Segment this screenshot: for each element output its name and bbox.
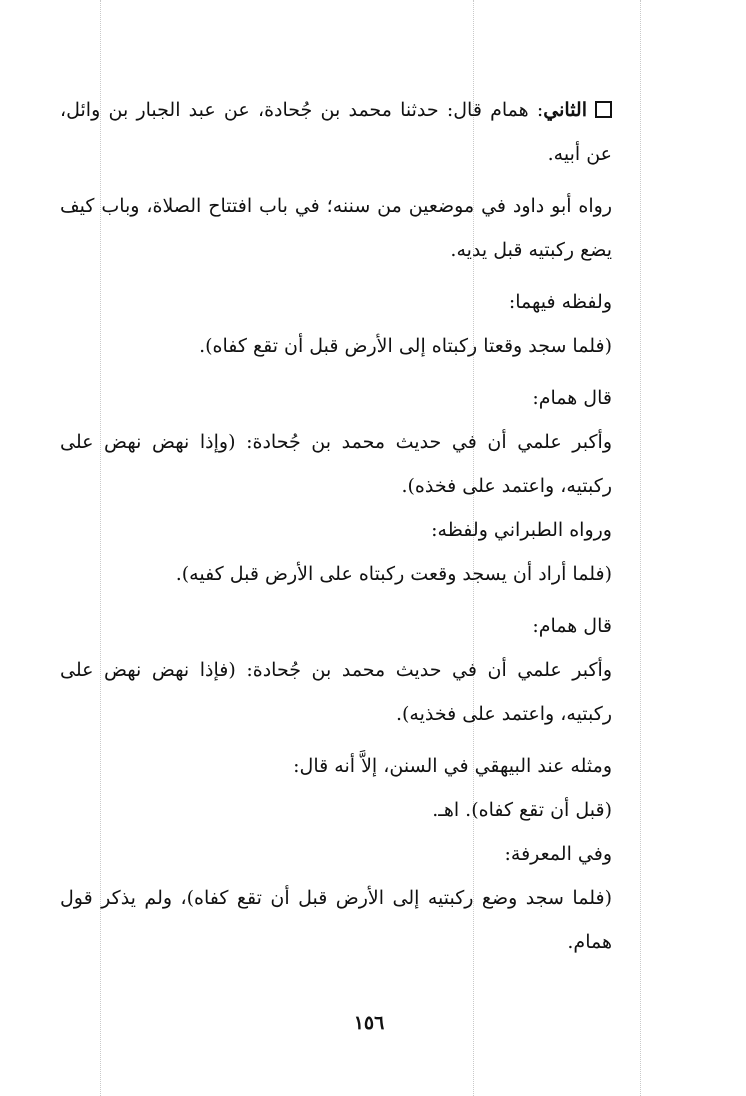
paragraph-abudawud: رواه أبو داود في موضعين من سننه؛ في باب افتتاح الصلاة، وباب كيف يضع ركبتيه قبل يديه.	[60, 195, 612, 261]
paragraph-hammam-knowledge: وأكبر علمي أن في حديث محمد بن جُحادة: (فإذا نهض نهض على ركبتيه، واعتمد على فخذيه).	[60, 659, 612, 725]
paragraph-hammam-said: قال همام:	[532, 615, 612, 637]
page-number: ١٥٦	[353, 1012, 385, 1034]
paragraph-tabarani-intro: ورواه الطبراني ولفظه:	[431, 519, 612, 541]
paragraph-bayhaqi: ومثله عند البيهقي في السنن، إلاَّ أنه قال:	[293, 755, 612, 777]
paragraph-tabarani-quote: (فلما أراد أن يسجد وقعت ركبتاه على الأرض قبل كفيه).	[175, 563, 612, 585]
paragraph-hammam-said: قال همام:	[532, 387, 612, 409]
paragraph-text: : همام قال: حدثنا محمد بن جُحادة، عن عبد الجبار بن وائل، عن أبيه.	[60, 99, 612, 165]
paragraph-lead-label: الثاني	[543, 99, 587, 121]
main-text	[60, 88, 670, 964]
square-bullet-icon	[595, 101, 612, 118]
paragraph-bayhaqi-quote: (قبل أن تقع كفاه). اهـ.	[432, 799, 612, 821]
paragraph-chain	[60, 88, 670, 176]
paragraph-wording-intro: ولفظه فيهما:	[508, 291, 612, 313]
paragraph-quote: (فلما سجد وقعتا ركبتاه إلى الأرض قبل أن تقع كفاه).	[199, 335, 612, 357]
paragraph-marifa-quote: (فلما سجد وضع ركبتيه إلى الأرض قبل أن تقع كفاه)، ولم يذكر قول همام.	[60, 887, 612, 953]
paragraph-marifa-intro: وفي المعرفة:	[504, 843, 612, 865]
paragraph-hammam-knowledge: وأكبر علمي أن في حديث محمد بن جُحادة: (وإذا نهض نهض على ركبتيه، واعتمد على فخذه).	[60, 431, 612, 497]
